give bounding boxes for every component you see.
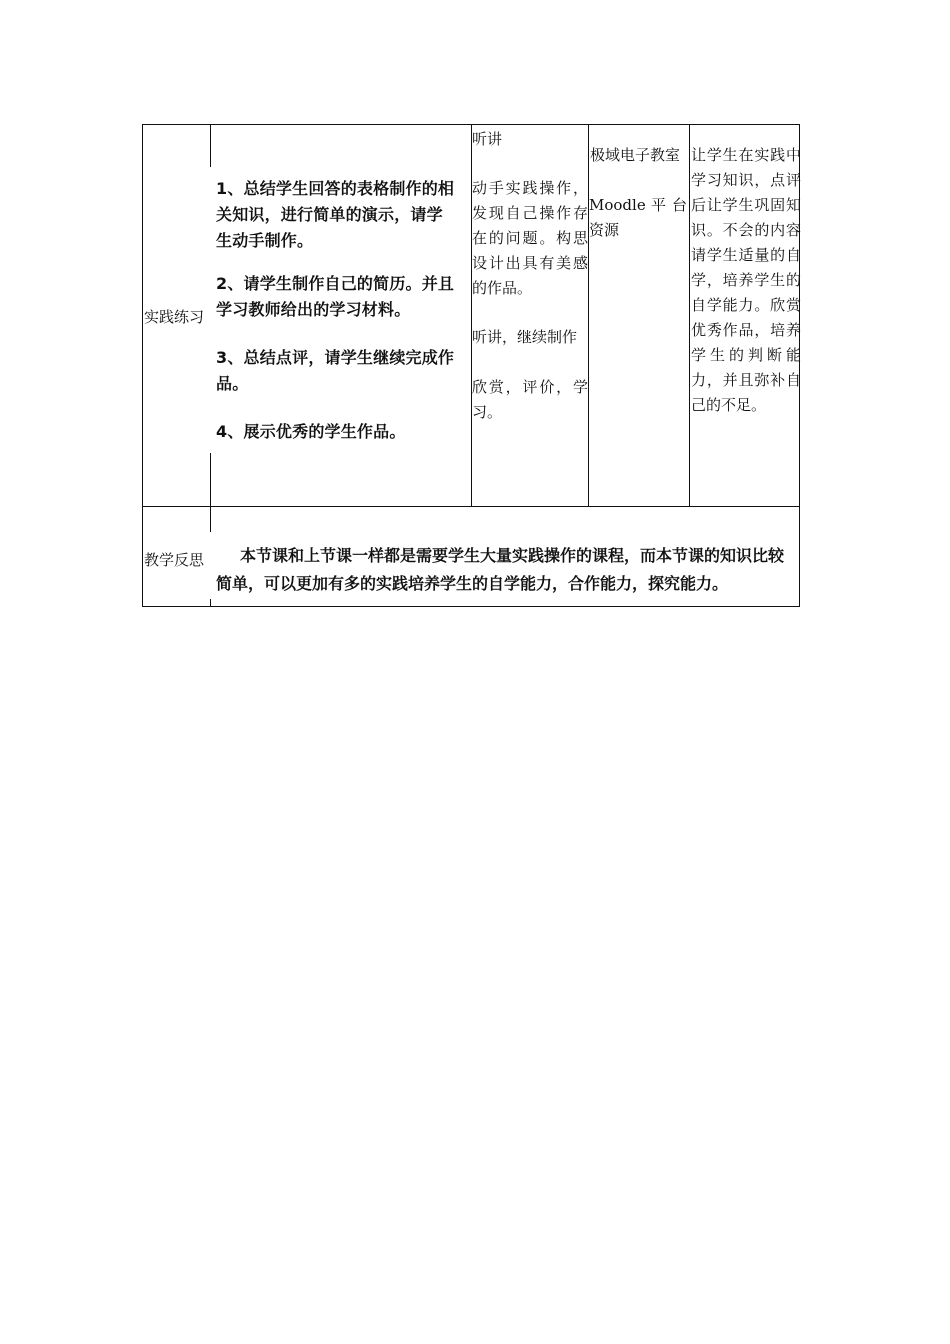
student-activity-3: 听讲，继续制作 [472, 328, 578, 346]
resource-1: 极域电子教室 [590, 146, 681, 164]
teacher-step-3: 3、总结点评，请学生继续完成作品。 [216, 348, 455, 393]
row-label-reflection: 教学反思 [144, 551, 205, 569]
column-divider-fragment [210, 453, 211, 506]
column-divider-fragment [210, 599, 211, 607]
teacher-step-1: 1、总结学生回答的表格制作的相关知识，进行简单的演示，请学生动手制作。 [216, 179, 455, 250]
resource-2: Moodle 平 台资源 [589, 196, 687, 239]
design-intent: 让学生在实践中学习知识，点评后让学生巩固知识。不会的内容请学生适量的自学，培养学生的自学能力。欣赏优秀作品，培养学生的判断能力，并且弥补自己的不足。 [691, 146, 801, 414]
column-divider-fragment [210, 506, 211, 532]
student-activity-2: 动手实践操作，发现自己操作存在的问题。构思设计出具有美感的作品。 [472, 179, 588, 297]
column-divider [588, 125, 589, 506]
row-label-practice: 实践练习 [144, 308, 205, 326]
teacher-step-4: 4、展示优秀的学生作品。 [216, 422, 406, 441]
reflection-text: 本节课和上节课一样都是需要学生大量实践操作的课程，而本节课的知识比较简单，可以更加有多的实践培养学生的自学能力，合作能力，探究能力。 [216, 546, 785, 593]
student-activity-4: 欣赏，评价，学习。 [472, 378, 588, 421]
row-divider [143, 506, 799, 507]
lesson-table [142, 124, 800, 607]
column-divider-fragment [210, 125, 211, 167]
student-activity-1: 听讲 [472, 130, 503, 148]
column-divider [689, 125, 690, 506]
teacher-step-2: 2、请学生制作自己的简历。并且学习教师给出的学习材料。 [216, 274, 455, 319]
